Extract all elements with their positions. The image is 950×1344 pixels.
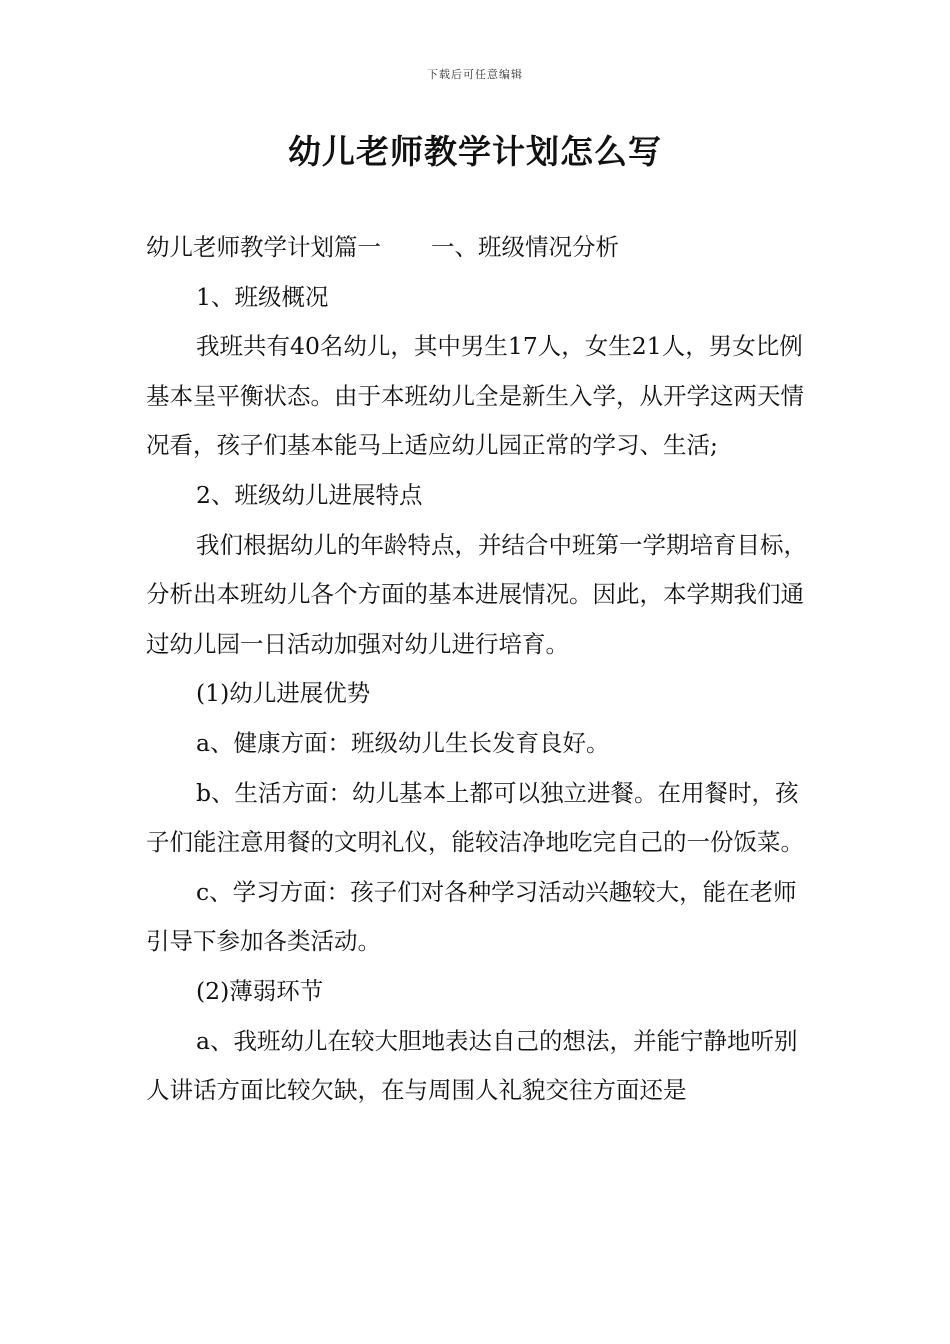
section-title: 幼儿老师教学计划篇一 bbox=[146, 233, 381, 261]
paragraph-learning: c、学习方面：孩子们对各种学习活动兴趣较大，能在老师引导下参加各类活动。 bbox=[146, 877, 797, 956]
header-note: 下载后可任意编辑 bbox=[427, 68, 523, 81]
document-title: 幼儿老师教学计划怎么写 bbox=[288, 132, 662, 171]
subheading-class-overview: 1、班级概况 bbox=[196, 282, 329, 311]
paragraph-expression: a、我班幼儿在较大胆地表达自己的想法，并能宁静地听别人讲话方面比较欠缺，在与周围人礼貌交往方面还是 bbox=[146, 1026, 798, 1105]
document-body bbox=[146, 223, 810, 1116]
subheading-weaknesses: (2)薄弱环节 bbox=[196, 976, 324, 1005]
part-heading: 一、班级情况分析 bbox=[431, 233, 619, 261]
paragraph-development-features: 我们根据幼儿的年龄特点，并结合中班第一学期培育目标，分析出本班幼儿各个方面的基本进展情况。因此，本学期我们通过幼儿园一日活动加强对幼儿进行培育。 bbox=[146, 530, 807, 658]
paragraph-health: a、健康方面：班级幼儿生长发育良好。 bbox=[196, 728, 610, 757]
subheading-development-features: 2、班级幼儿进展特点 bbox=[196, 480, 423, 509]
section-heading-line bbox=[146, 223, 810, 273]
subheading-strengths: (1)幼儿进展优势 bbox=[196, 679, 371, 708]
paragraph-life: b、生活方面：幼儿基本上都可以独立进餐。在用餐时，孩子们能注意用餐的文明礼仪，能较洁净地吃完自己的一份饭菜。 bbox=[146, 778, 804, 857]
paragraph-class-overview: 我班共有40名幼儿，其中男生17人，女生21人，男女比例基本呈平衡状态。由于本班幼儿全是新生入学，从开学这两天情况看，孩子们基本能马上适应幼儿园正常的学习、生活; bbox=[146, 332, 804, 460]
